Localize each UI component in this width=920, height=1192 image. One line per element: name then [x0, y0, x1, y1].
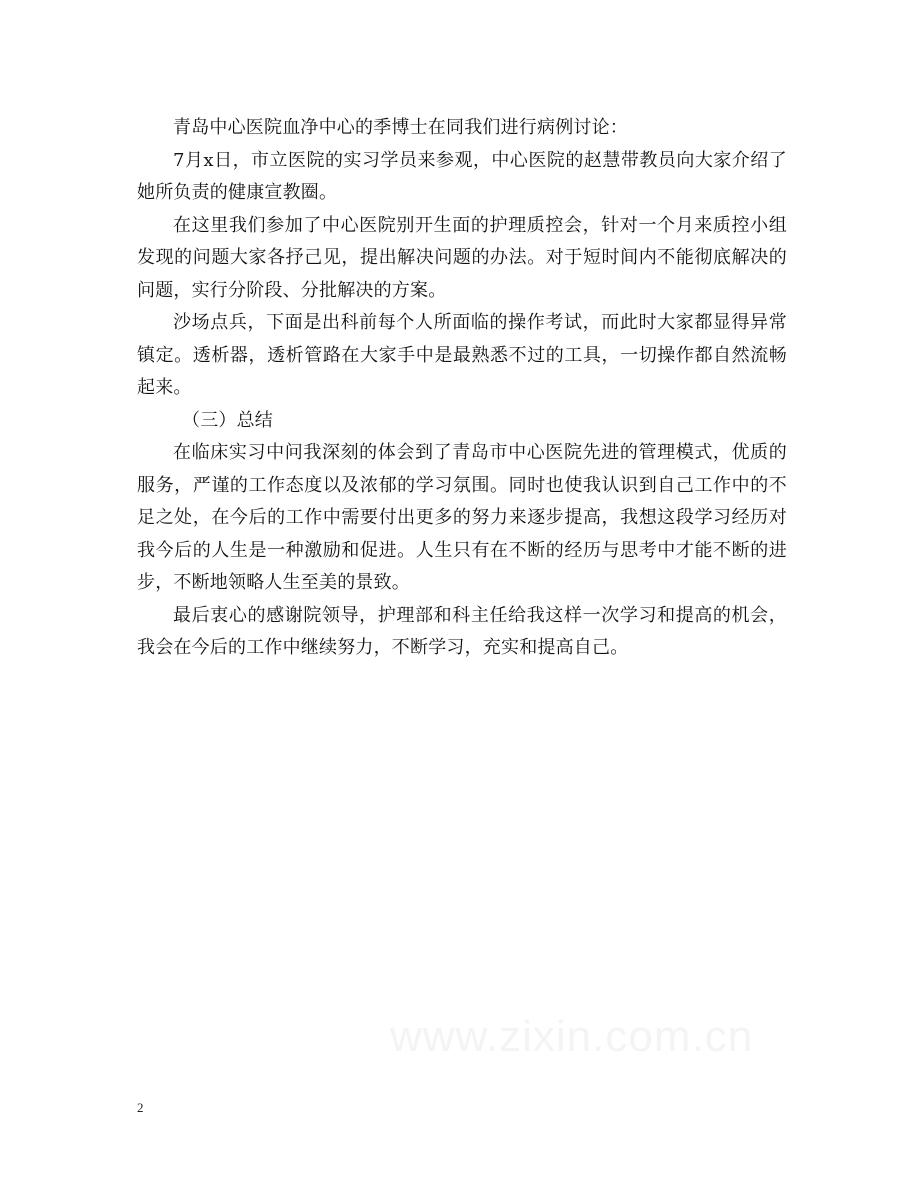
- page-number: 2: [137, 1100, 144, 1115]
- paragraph-exam: 沙场点兵，下面是出科前每个人所面临的操作考试，而此时大家都显得异常镇定。透析器，透析管路在大家手中是最熟悉不过的工具，一切操作都自然流畅起来。: [137, 312, 787, 398]
- paragraph-thanks: 最后衷心的感谢院领导，护理部和科主任给我这样一次学习和提高的机会，我会在今后的工作中继续努力，不断学习，充实和提高自己。: [137, 604, 787, 658]
- paragraph-summary: 在临床实习中问我深刻的体会到了青岛市中心医院先进的管理模式，优质的服务，严谨的工作态度以及浓郁的学习氛围。同时也使我认识到自己工作中的不足之处，在今后的工作中需要付出更多的努力来逐步提高，我想这段学习经历对我今后的人生是一种激励和促进。人生只有在不断的经历与思考中才能不断的进步，不断地领略人生至美的景致。: [137, 442, 787, 593]
- paragraph-case-discussion: 青岛中心医院血净中心的季博士在同我们进行病例讨论：: [173, 117, 628, 138]
- document-body: [137, 112, 787, 665]
- paragraph-visit: 7月x日，市立医院的实习学员来参观，中心医院的赵慧带教员向大家介绍了她所负责的健康宣教圈。: [137, 149, 787, 203]
- section-heading-summary: （三）总结: [182, 409, 273, 431]
- paragraph-quality-meeting: 在这里我们参加了中心医院别开生面的护理质控会，针对一个月来质控小组发现的问题大家各抒己见，提出解决问题的办法。对于短时间内不能彻底解决的问题，实行分阶段、分批解决的方案。: [137, 214, 787, 301]
- watermark: www.zixin.com.cn: [390, 1012, 754, 1061]
